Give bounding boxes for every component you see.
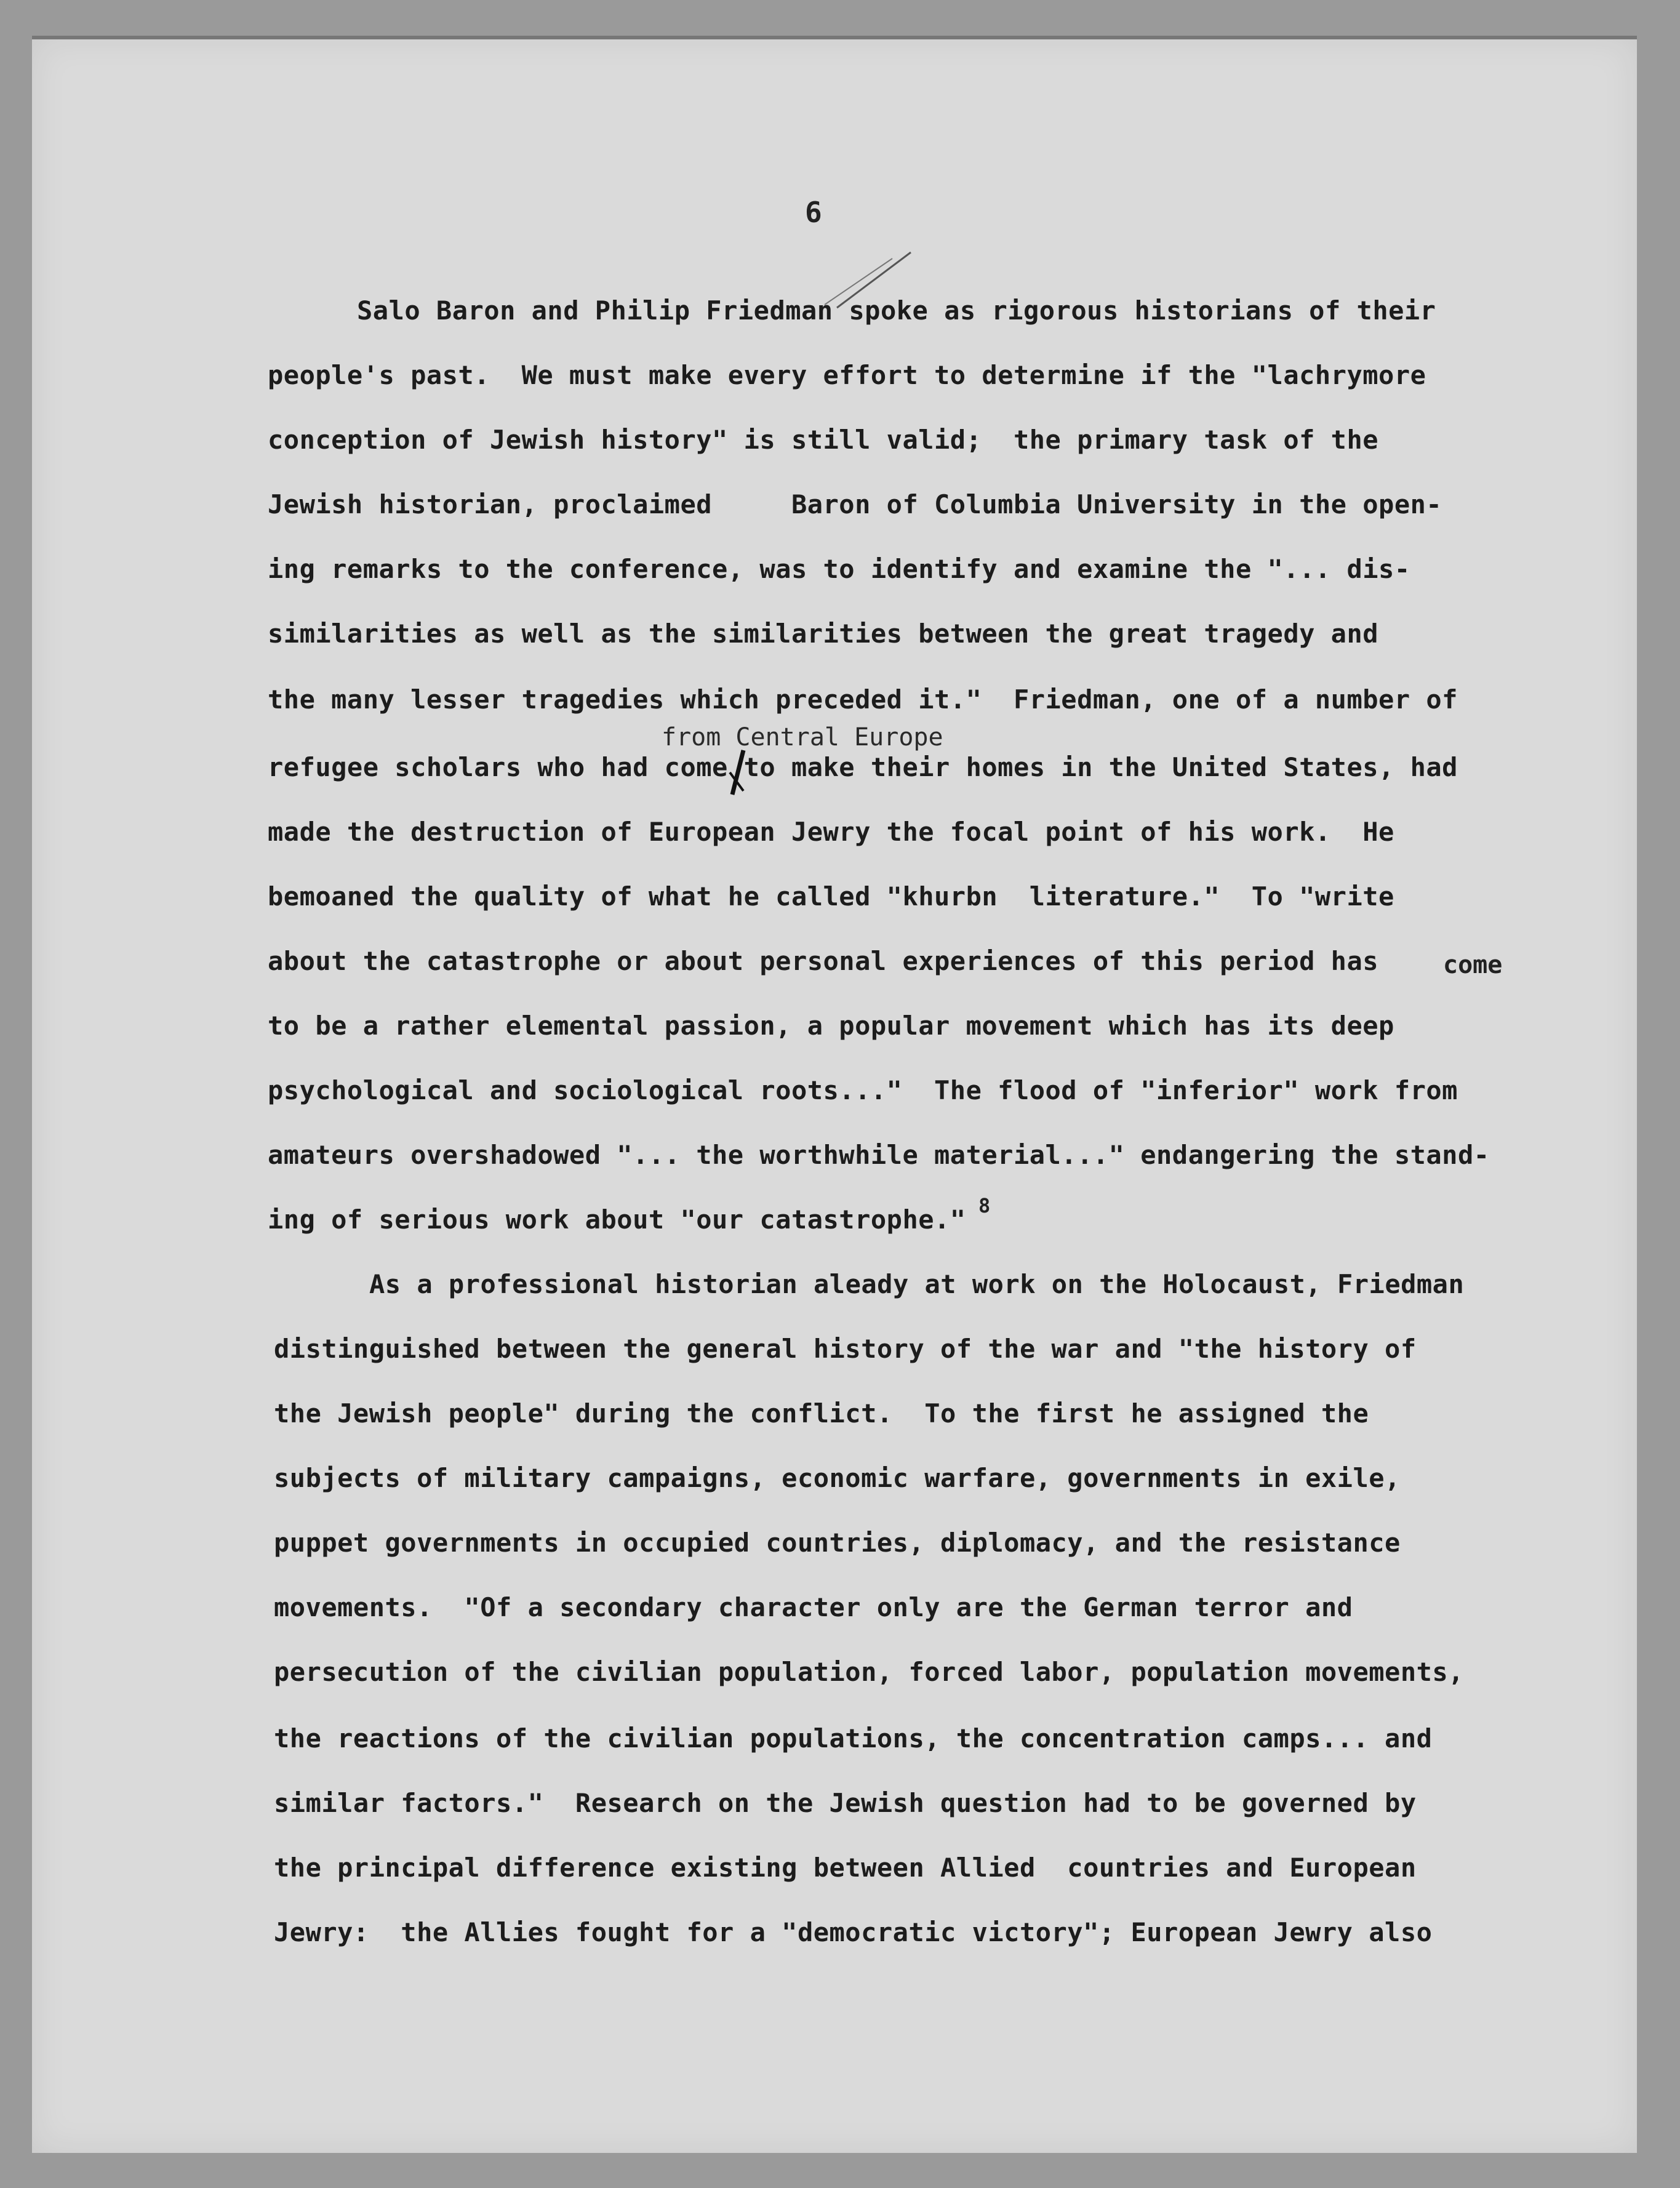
text-line: ing remarks to the conference, was to identify and examine the "... dis- <box>268 554 1410 584</box>
text-line: ing of serious work about "our catastrophe." <box>268 1204 966 1235</box>
text-line: puppet governments in occupied countries, diplomacy, and the resistance <box>274 1528 1401 1558</box>
text-line: to be a rather elemental passion, a popular movement which has its deep <box>268 1011 1394 1041</box>
text-line: persecution of the civilian population, forced labor, population movements, <box>274 1657 1464 1687</box>
text-line: the Jewish people" during the conflict. To the first he assigned the <box>274 1398 1369 1429</box>
text-line: movements. "Of a secondary character only are the German terror and <box>274 1592 1353 1622</box>
text-line: conception of Jewish history" is still valid; the primary task of the <box>268 425 1379 455</box>
footnote-reference: 8 <box>978 1194 991 1217</box>
text-line: Jewry: the Allies fought for a "democratic victory"; European Jewry also <box>274 1917 1433 1947</box>
text-line: Salo Baron and Philip Friedman spoke as rigorous historians of their <box>357 295 1436 326</box>
text-line: the reactions of the civilian populations, the concentration camps... and <box>274 1723 1433 1753</box>
margin-insert: come <box>1443 951 1503 979</box>
text-line: amateurs overshadowed "... the worthwhile material..." endangering the stand- <box>268 1140 1490 1170</box>
text-line: psychological and sociological roots..." The flood of "inferior" work from <box>268 1075 1458 1105</box>
interlinear-insert: from Central Europe <box>662 723 943 751</box>
text-line: similar factors." Research on the Jewish question had to be governed by <box>274 1788 1417 1818</box>
text-line: distinguished between the general history of the war and "the history of <box>274 1334 1417 1364</box>
text-line: refugee scholars who had come to make their homes in the United States, had <box>268 752 1458 782</box>
text-line: made the destruction of European Jewry the focal point of his work. He <box>268 817 1394 847</box>
page-number: 6 <box>805 196 822 229</box>
text-line: the principal difference existing between Allied countries and European <box>274 1853 1417 1883</box>
text-line: subjects of military campaigns, economic warfare, governments in exile, <box>274 1463 1401 1493</box>
text-line: bemoaned the quality of what he called "khurbn literature." To "write <box>268 881 1394 912</box>
text-line: about the catastrophe or about personal experiences of this period has <box>268 946 1379 976</box>
text-line: Jewish historian, proclaimed Baron of Columbia University in the open- <box>268 489 1442 519</box>
text-line: the many lesser tragedies which preceded it." Friedman, one of a number of <box>268 684 1458 715</box>
text-line: As a professional historian aleady at work on the Holocaust, Friedman <box>369 1269 1465 1299</box>
text-line: people's past. We must make every effort to determine if the "lachrymore <box>268 360 1426 390</box>
text-line: similarities as well as the similarities between the great tragedy and <box>268 619 1379 649</box>
page-top-edge <box>32 36 1637 39</box>
